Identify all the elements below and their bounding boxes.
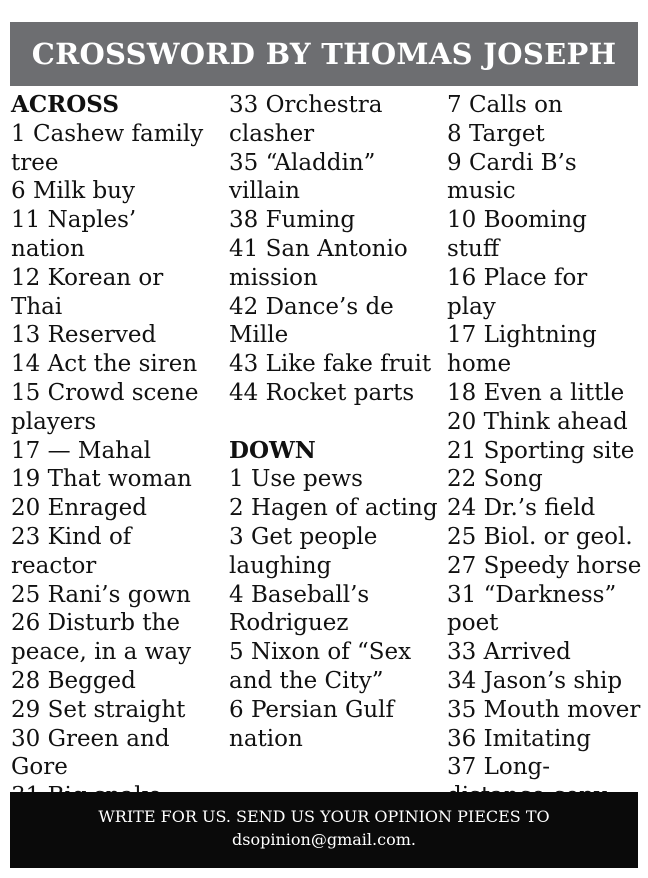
down-clue: 4 Baseball’s Rodriguez [229, 581, 370, 637]
down-clue: 5 Nixon of “Sex and the City” [229, 639, 412, 694]
page-title: CROSSWORD BY THOMAS JOSEPH [31, 37, 617, 71]
across-clue: 20 Enraged [11, 495, 147, 522]
across-clue: 23 Kind of reactor [11, 523, 132, 579]
down-clue: 10 Booming stuff [447, 207, 587, 262]
across-clue: 28 Begged [11, 667, 136, 694]
down-clue: 37 Long- [447, 754, 551, 781]
across-clue: 43 Like fake fruit [229, 351, 432, 378]
across-clue: 14 Act the siren [11, 351, 198, 378]
down-clue: 3 Get people laughing [229, 523, 378, 579]
across-clue: 41 San Antonio mission [229, 235, 408, 291]
down-clue: 6 Persian Gulf nation [229, 696, 395, 752]
clue-column-3 [447, 91, 642, 869]
down-clue: 36 Imitating [447, 725, 591, 752]
down-clue: 34 Jason’s ship [447, 667, 623, 694]
across-clue: 35 “Aladdin” villain [229, 149, 376, 205]
down-clue: 20 Think ahead [447, 408, 628, 435]
down-clue: 27 Speedy horse [447, 552, 642, 579]
down-clue: 17 Lightning home [447, 322, 597, 378]
down-clue: 22 Song [447, 466, 543, 493]
section-spacer [229, 408, 439, 437]
down-clue: 18 Even a little [447, 379, 625, 406]
across-clue: 6 Milk buy [11, 178, 135, 205]
down-clue: 16 Place for play [447, 264, 588, 320]
across-clue: 15 Crowd scene players [11, 379, 199, 435]
title-banner [10, 22, 638, 86]
across-clue: 26 Disturb the peace, in a way [11, 610, 192, 666]
across-clue: 29 Set straight [11, 696, 186, 723]
submission-text: WRITE FOR US. SEND US YOUR OPINION PIECES TO [98, 807, 550, 826]
across-clue: 25 Rani’s gown [11, 581, 191, 608]
clue-column-2 [229, 91, 439, 753]
clue-column-1 [11, 91, 216, 840]
across-clue: 17 — Mahal [11, 437, 152, 464]
down-clue: 8 Target [447, 120, 545, 147]
across-clue: 13 Reserved [11, 322, 157, 349]
down-clue: 33 Arrived [447, 639, 571, 666]
down-clue: 24 Dr.’s field [447, 495, 596, 522]
across-clue: 44 Rocket parts [229, 379, 415, 406]
across-clue: 1 Cashew family tree [11, 120, 204, 176]
across-clue: 42 Dance’s de Mille [229, 293, 394, 349]
down-clue: 7 Calls on [447, 92, 563, 118]
submission-banner [10, 792, 638, 868]
down-clue: 31 “Darkness” poet [447, 581, 617, 637]
across-heading: ACROSS [11, 91, 120, 118]
down-clue: 25 Biol. or geol. [447, 523, 633, 550]
down-clue: 9 Cardi B’s music [447, 149, 577, 205]
across-clue: 19 That woman [11, 466, 192, 493]
submission-email-link[interactable]: dsopinion@gmail.com. [232, 830, 416, 849]
down-clue: 21 Sporting site [447, 437, 635, 464]
down-clue: 2 Hagen of acting [229, 495, 438, 522]
across-clue: 11 Naples’ nation [11, 207, 137, 262]
across-clue: 33 Orchestra clasher [229, 92, 383, 147]
across-clue: 38 Fuming [229, 207, 356, 234]
across-clue: 12 Korean or Thai [11, 264, 164, 320]
down-clue: 35 Mouth mover [447, 696, 641, 723]
down-clue: 1 Use pews [229, 466, 363, 493]
across-clue: 30 Green and Gore [11, 725, 170, 781]
down-heading: DOWN [229, 436, 316, 464]
